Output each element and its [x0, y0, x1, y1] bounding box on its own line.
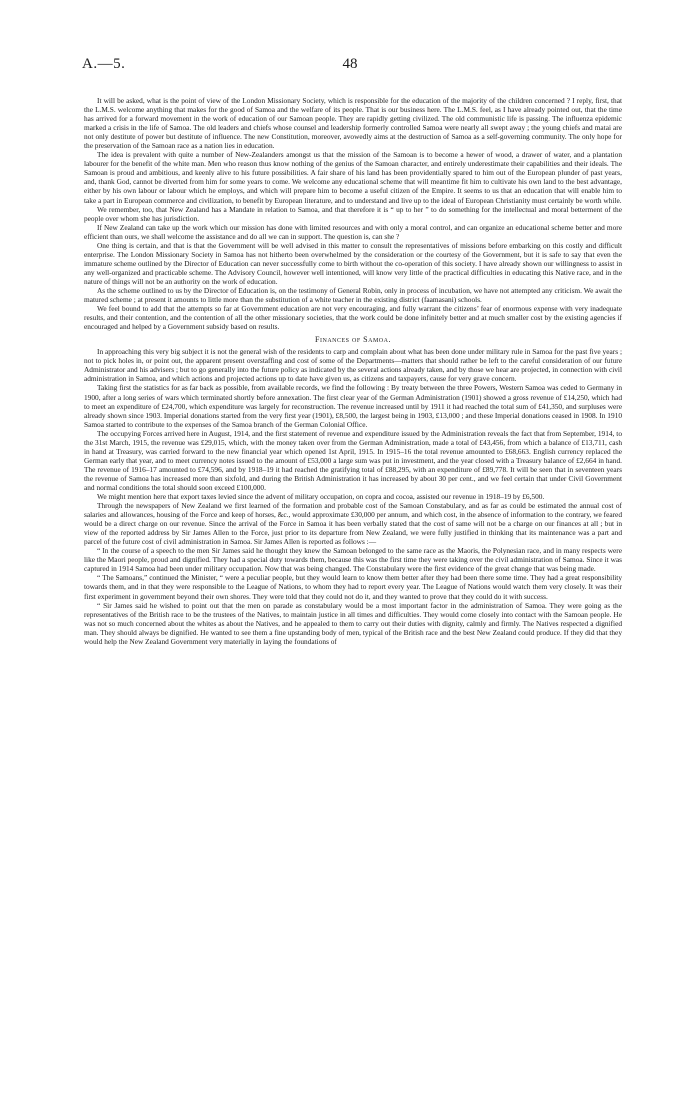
section-heading: Finances of Samoa.	[315, 335, 391, 345]
paragraph: One thing is certain, and that is that the Government will be well advised in this matter to consult the representatives of missions before embarking on this costly and difficult enterprise. The London Missionary Society in Samoa has not hitherto been overwhelmed by the consideration or the courtesy of the Government, but it is safe to say that even the immature scheme outlined by the Director of Education can never successfully come to birth without the co-operation of this society. I have already shown our willingness to assist in any well-organized and practicable scheme. The Advisory Council, however well intentioned, will know very little of the practical difficulties in educating this Native race, and in the nature of things will not be an authority on the work of education.	[84, 240, 622, 286]
paragraph: In approaching this very big subject it is not the general wish of the residents to carp and complain about what has been done under military rule in Samoa for the past five years ; not to pick holes in, or point out, the apparent present overstaffing and cost of some of the Departments—matters that should rather be left to the careful consideration of our future Administrator and his advisers ; but to go generally into the future policy as indicated by the several actions already taken, and by those we hear are projected, in connection with civil administration in Samoa, and which actions and projected actions up to date have given us, as citizens and taxpayers, cause for very grave concern.	[84, 347, 622, 384]
paragraph: Taking first the statistics for as far back as possible, from available records, we find the following : By treaty between the three Powers, Western Samoa was ceded to Germany in 1900, after a long series of wars which terminated shortly before annexation. The first clear year of the German Administration (1901) showed a gross revenue of £14,250, which had to meet an expenditure of £24,700, which expenditure was largely for reconstruction. The revenue increased until by 1911 it had reached the total sum of £41,350, and surpluses were already shown since 1903. Imperial donations started from the very first year (1901), £8,500, the largest being in 1903, £13,000 ; and these Imperial donations ceased in 1908. In 1910 Samoa started to contribute to the expenses of the Samoa branch of the German Colonial Office.	[84, 383, 622, 429]
paragraph: If New Zealand can take up the work which our mission has done with limited resources and with only a moral control, and can organize an educational scheme better and more efficient than ours, we shall welcome the assistance and do all we can in support. The question is, can she ?	[84, 222, 622, 241]
document-reference: A.—5.	[82, 56, 126, 72]
paragraph: “ Sir James said he wished to point out that the men on parade as constabulary would be a most important factor in the administration of Samoa. They were going as the representatives of the British race to be the trustees of the Natives, to maintain justice in all times and difficulties. They would come closely into contact with the Samoan people. He was not so much concerned about the whites as about the Natives, and he appealed to them to carry out their duties with dignity, calmly and firmly. The Natives respected a dignified man. They should always be dignified. He wanted to see them a fine upstanding body of men, typical of the British race and the best New Zealand could produce. If they did that they would help the New Zealand Government very materially in laying the foundations of	[84, 600, 622, 646]
paragraph: “ In the course of a speech to the men Sir James said he thought they knew the Samoan belonged to the same race as the Maoris, the Polynesian race, and in many respects were like the Maori people, proud and dignified. They had a special duty towards them, because this was the first time they were taking over the civil administration of Samoa. Since it was captured in 1914 Samoa had been under military occupation. Now that was being changed. The Constabulary were the first evidence of the great change that was being made.	[84, 546, 622, 574]
paragraph: It will be asked, what is the point of view of the London Missionary Society, which is responsible for the education of the majority of the children concerned ? I reply, first, that the L.M.S. welcome anything that makes for the good of Samoa and the welfare of its people. That is our business here. The L.M.S. feel, as I have already pointed out, that the time has arrived for a forward movement in the work of education of our Samoan people. They are rapidly getting civilized. The old communistic life is passing. The influenza epidemic marked a crisis in the life of Samoa. The old leaders and chiefs whose counsel and leadership formerly controlled Samoa were nearly all swept away ; the young chiefs and matai are not only destitute of power but destitute of influence. The new Constitution, moreover, avowedly aims at the destruction of Samoa as a self-governing community. The only hope for the preservation of the Samoan race as a nation lies in education.	[84, 96, 622, 151]
paragraph: The idea is prevalent with quite a number of New-Zealanders amongst us that the mission of the Samoan is to become a hewer of wood, a drawer of water, and a plantation labourer for the benefit of the white man. Men who reason thus know nothing of the genius of the Samoan character, and entirely underestimate their capabilities and their ideals. The Samoan is proud and ambitious, and keenly alive to his future possibilities. A fair share of his land has been providentially spared to him out of the European plunder of past years, and, thank God, cannot be diverted from him for some years to come. We welcome any educational scheme that will meantime fit him to cultivate his own land to the best advantage, either by his own labour or labour which he employs, and which will prepare him to become a useful citizen of the Empire. It seems to us that an education that will enable him to take a part in European commerce and civilization, to benefit by European literature, and to understand and live up to the ideal of European Christianity must certainly be worth while.	[84, 150, 622, 205]
page-header	[82, 56, 618, 78]
paragraph: We feel bound to add that the attempts so far at Government education are not very encouraging, and fully warrant the citizens’ fear of enormous expense with very inadequate results, and their contention, and the contention of all the other missionary societies, that the work could be done infinitely better and at much smaller cost by the existing agencies if encouraged and helped by a Government subsidy based on results.	[84, 304, 622, 332]
paragraph: “ The Samoans,” continued the Minister, “ were a peculiar people, but they would learn to know them better after they had been there some time. They had a great responsibility towards them, and in that they were responsible to the League of Nations, to whom they had to report every year. The League of Nations would watch them very closely. It was their first experiment in government beyond their own shores. They were told that they could not do it, and they wanted to prove that they could do it with success.	[84, 573, 622, 601]
paragraph: As the scheme outlined to us by the Director of Education is, on the testimony of General Robin, only in process of incubation, we have not attempted any criticism. We await the matured scheme ; at present it amounts to little more than the substitution of a white teacher in the existing district (faamasani) schools.	[84, 285, 622, 305]
document-body	[84, 96, 622, 646]
paragraph: We remember, too, that New Zealand has a Mandate in relation to Samoa, and that therefore it is “ up to her ” to do something for the intellectual and moral betterment of the people over whom she has jurisdiction.	[84, 204, 622, 223]
page-number: 48	[342, 56, 358, 72]
paragraph: Through the newspapers of New Zealand we first learned of the formation and probable cost of the Samoan Constabulary, and as far as could be estimated the annual cost of salaries and allowances, housing of the Force and keep of horses, &c., would approximate £30,000 per annum, and which cost, in the absence of information to the contrary, we feared would be a direct charge on our revenue. Since the arrival of the Force in Samoa it has been verbally stated that the cost of same will not be a charge on our finances at all ; but in view of the reported address by Sir James Allen to the Force, just prior to its departure from New Zealand, we were fully justified in thinking that its maintenance was a part and parcel of the future cost of civil administration in Samoa. Sir James Allen is reported as follows :—	[84, 501, 622, 547]
paragraph: We might mention here that export taxes levied since the advent of military occupation, on copra and cocoa, assisted our revenue in 1918–19 by £6,500.	[97, 492, 545, 502]
paragraph: The occupying Forces arrived here in August, 1914, and the first statement of revenue and expenditure issued by the Administration reveals the fact that from September, 1914, to the 31st March, 1915, the revenue was £29,015, which, with the money taken over from the German Administration, made a total of £43,456, from which a balance of £13,711, cash in hand at Treasury, was carried forward to the new financial year which opened 1st April, 1915. In 1915–16 the total revenue amounted to £68,663. English currency replaced the German early that year, and to meet currency notes issued to the amount of £53,000 a large sum was put in investment, and the year closed with a Treasury balance of £2,664 in hand. The revenue of 1916–17 amounted to £74,596, and by 1918–19 it had reached the gratifying total of £88,295, with an expenditure of £89,778. It will be seen that in seventeen years the revenue of Samoa has increased more than sixfold, and during the British Administration it has increased by about 30 per cent., and we feel certain that under Civil Government and normal conditions the total should soon exceed £100,000.	[84, 428, 622, 492]
